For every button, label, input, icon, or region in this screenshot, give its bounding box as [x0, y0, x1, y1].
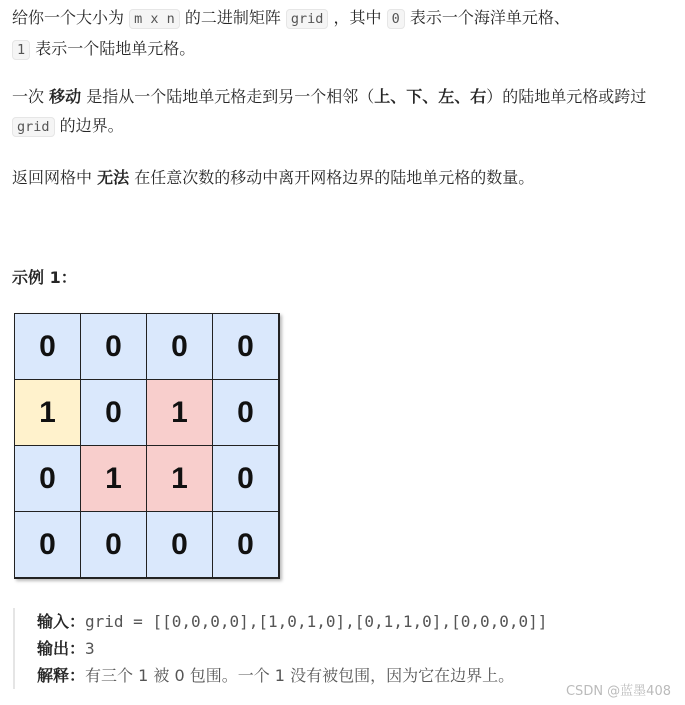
- text: 是指从一个陆地单元格走到另一个相邻（: [81, 87, 375, 106]
- grid-cell: 0: [212, 445, 279, 512]
- example-block: [13, 608, 547, 689]
- inline-code: grid: [12, 117, 55, 137]
- value: grid = [[0,0,0,0],[1,0,1,0],[0,1,1,0],[0,0,0,0]]: [85, 612, 548, 631]
- text: 返回网格中: [12, 168, 98, 187]
- example-output: [37, 635, 547, 662]
- bold-text: 移动: [49, 87, 82, 106]
- text: ，其中: [328, 8, 387, 27]
- watermark: CSDN @蓝墨408: [565, 684, 671, 699]
- bold-text: 上、下、左、右: [374, 87, 487, 106]
- inline-code: 1: [12, 40, 30, 60]
- label: 输入：: [37, 612, 86, 631]
- grid-cell: 1: [146, 445, 213, 512]
- text: ）的陆地单元格或跨过: [486, 87, 647, 106]
- grid-figure: [14, 313, 280, 579]
- grid-cell: 1: [146, 379, 213, 446]
- grid-cell: 0: [146, 313, 213, 380]
- grid-cell: 0: [80, 379, 147, 446]
- value: 有三个 1 被 0 包围。一个 1 没有被包围，因为它在边界上。: [85, 666, 515, 685]
- grid-cell: 0: [212, 511, 279, 578]
- text: 表示一个陆地单元格。: [30, 39, 196, 58]
- grid-cell: 1: [80, 445, 147, 512]
- grid-cell: 0: [80, 511, 147, 578]
- grid-cell: 0: [14, 313, 81, 380]
- inline-code: grid: [286, 9, 329, 29]
- text: 在任意次数的移动中离开网格边界的陆地单元格的数量。: [129, 168, 535, 187]
- grid-cell: 0: [80, 313, 147, 380]
- inline-code: m x n: [129, 9, 180, 29]
- value: 3: [85, 639, 95, 658]
- grid-cell: 0: [146, 511, 213, 578]
- example-title: 示例 1：: [12, 268, 77, 287]
- problem-description: [12, 3, 680, 65]
- label: 输出：: [37, 639, 86, 658]
- grid-cell: 0: [14, 445, 81, 512]
- bold-text: 无法: [97, 168, 130, 187]
- task-statement: [12, 163, 680, 192]
- inline-code: 0: [387, 9, 405, 29]
- grid-cell: 0: [212, 313, 279, 380]
- grid-cell: 0: [14, 511, 81, 578]
- text: 表示一个海洋单元格、: [404, 8, 570, 27]
- move-definition: [12, 82, 680, 142]
- text: 给你一个大小为: [12, 8, 130, 27]
- example-input: [37, 608, 547, 635]
- text: 的边界。: [54, 116, 124, 135]
- label: 解释：: [37, 666, 86, 685]
- text: 的二进制矩阵: [179, 8, 286, 27]
- grid-cell: 0: [212, 379, 279, 446]
- grid-cell: 1: [14, 379, 81, 446]
- text: 一次: [12, 87, 50, 106]
- example-explanation: [37, 662, 547, 689]
